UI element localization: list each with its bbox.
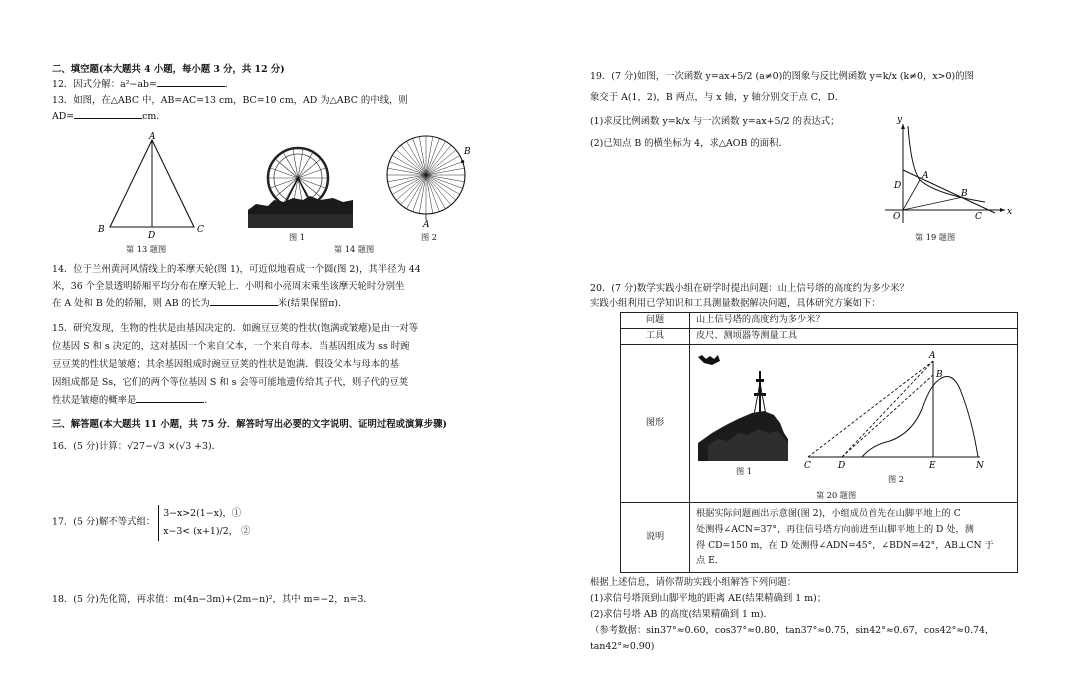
figure-14-cap1: 图 1 [289,232,305,242]
figure-14-caption: 第 14 题图 [334,244,375,254]
figure-19-graph [875,115,1015,230]
table-cell-tools: 皮尺、测顷器等测量工具 [690,329,1018,345]
label-a-14: A [423,220,430,230]
question-13-line1: 13．如图，在△ABC 中，AB=AC=13 cm，BC=10 cm，AD 为△ABC 的中线，则 [52,95,408,106]
figure-20-caption: 第 20 题图 [816,490,857,500]
table-cell-problem: 山上信号塔的高度约为多少米？ [690,313,1018,329]
label-b-14: B [464,147,471,157]
question-14-text: 在 A 处和 B 处的轿厢，则 AB 的长为 [52,298,210,309]
question-15-tail: ． [204,395,214,406]
question-19-line1: 19．(7 分)如图，一次函数 y=ax+5/2 (a≠0)的图象与反比例函数 y=k/x (k≠0，x>0)的图 [590,71,974,82]
answer-blank-13 [74,117,142,119]
notes-line2: 处测得∠ACN=37°，再往信号塔方向前进至山脚平地上的 D 处，测 [696,523,974,535]
notes-line4: 点 E． [696,555,725,567]
question-20-line2: 实践小组利用已学知识和工具测量数据解决问题，具体研究方案如下： [590,298,881,309]
figure-19-caption: 第 19 题图 [915,232,956,242]
table-cell-figure [690,345,1018,503]
inequality-system [158,505,250,541]
label-b-20: B [936,370,943,380]
label-b-19: B [961,189,968,199]
table-row-tools [621,329,1018,345]
question-20-line1: 20．(7 分)数学实践小组在研学时提出问题：山上信号塔的高度约为多少米？ [590,283,909,294]
figure-13-triangle [98,132,212,241]
label-d: D [148,231,156,241]
figure-20-cap1: 图 1 [736,466,752,476]
table-row-notes [621,503,1018,573]
ferris-wheel-photo [248,140,353,228]
label-a-19: A [922,171,929,181]
hill-outline [862,377,978,457]
research-plan-table [620,312,1018,573]
sight-line-db [842,375,933,457]
label-c-20: C [804,461,811,471]
question-15-line3: 豆豆荚的性状是皱瘪；其余基因组成时豌豆豆荚的性状是饱满．假设父本与母本的基 [52,359,399,370]
question-15-text: 性状是皱瘪的概率是 [52,395,137,406]
figure-20-diagram [802,349,992,469]
answer-blank-15 [136,401,204,403]
label-a-20: A [929,351,936,361]
label-d-20: D [838,461,846,471]
question-12-text: 12．因式分解：a²−ab= [52,79,157,90]
table-cell-notes [690,503,1018,573]
tower-photo [698,353,788,461]
question-18: 18．(5 分)先化简，再求值：m(4n−3m)+(2m−n)²，其中 m=−2，n=3． [52,594,373,605]
figure-20-cap2: 图 2 [888,474,904,484]
table-head-tools: 工具 [621,329,690,345]
question-14-line1: 14．位于兰州黄河风情线上的苯摩天轮(图 1)，可近似地看成一个圆(图 2)，其半径为 44 [52,264,421,275]
question-15-line5 [52,394,492,409]
label-n-20: N [976,461,984,471]
label-x: x [1007,207,1013,217]
label-a: A [149,132,156,142]
inequality-2: x−3< (x+1)/2， ② [163,525,251,537]
question-17 [52,505,492,541]
question-15-line2: 位基因 S 和 s 决定的，这对基因一个来自父本，一个来自母本．当基因组成为 ss 时豌 [52,341,410,352]
table-head-notes: 说明 [621,503,690,573]
figure-14-circle [384,132,474,228]
label-y: y [897,115,903,125]
section2-title: 二、填空题(本大题共 4 小题，每小题 3 分，共 12 分) [52,64,285,75]
question-16: 16．(5 分)计算：√27−√3 ×(√3 +3)． [52,441,222,452]
question-14-line2: 米，36 个全景透明轿厢平均分布在摩天轮上．小明和小亮周末乘坐该摩天轮时分别坐 [52,281,405,292]
table-head-problem: 问题 [621,313,690,329]
question-19-line2: 象交于 A(1，2)，B 两点，与 x 轴，y 轴分别交于点 C，D． [590,92,845,103]
section3-title: 三、解答题(本大题共 11 小题，共 75 分．解答时写出必要的文字说明、证明过程或演算步骤) [52,419,447,430]
question-19-line3: (1)求反比例函数 y=k/x 与一次函数 y=ax+5/2 的表达式； [590,116,840,127]
question-12: 12．因式分解：a²−ab= ． [52,79,235,90]
figure-13-caption: 第 13 题图 [126,244,167,254]
figure-14-cap2: 图 2 [421,232,437,242]
table-head-figure: 图形 [621,345,690,503]
question-14-tail: 米(结果保留π)． [277,298,348,309]
label-d-19: D [894,181,902,191]
question-15-line4: 因组成都是 Ss，它们的两个等位基因 S 和 s 会等可能地遗传给其子代，则子代的豆荚 [52,377,409,388]
q20-intro: 根据上述信息，请你帮助实践小组解答下列问题： [590,577,797,588]
q20-part2: (2)求信号塔 AB 的高度(结果精确到 1 m)． [590,609,773,620]
notes-line1: 根据实际问题画出示意图(图 2)，小组成员首先在山脚平地上的 C [696,508,961,520]
question-15-line1: 15．研究发现，生物的性状是由基因决定的．如豌豆豆荚的性状(饱满或皱瘪)是由一对等 [52,323,419,334]
question-14-line3 [52,297,492,312]
notes-line3: 得 CD=150 m，在 D 处测得∠ADN=45°，∠BDN=42°，AB⊥CN 于 [696,539,994,551]
q20-reference-1: （参考数据：sin37°≈0.60，cos37°≈0.80，tan37°≈0.75，sin42°≈0.67，cos42°≈0.74， [590,625,995,636]
inequality-1: 3−x>2(1−x)，① [163,508,242,519]
question-13-ad: AD= [52,111,75,122]
label-b: B [98,225,105,235]
table-row-figure [621,345,1018,503]
question-13-line2 [52,110,492,125]
answer-blank-12 [157,85,225,87]
sight-line-da [842,361,933,457]
label-o: O [893,212,901,222]
question-13-unit: cm． [142,111,166,122]
answer-blank-14 [210,304,278,306]
label-c: C [197,225,204,235]
q20-part1: (1)求信号塔顶到山脚平地的距离 AE(结果精确到 1 m)； [590,593,827,604]
table-row-problem [621,313,1018,329]
label-c-19: C [975,212,982,222]
line-cd [903,170,995,213]
question-19-line4: (2)已知点 B 的横坐标为 4，求△AOB 的面积． [590,138,788,149]
sight-line-ca [808,361,933,457]
q20-reference-2: tan42°≈0.90) [590,641,655,652]
label-e-20: E [929,461,936,471]
question-17-label: 17．(5 分)解不等式组： [52,516,156,528]
